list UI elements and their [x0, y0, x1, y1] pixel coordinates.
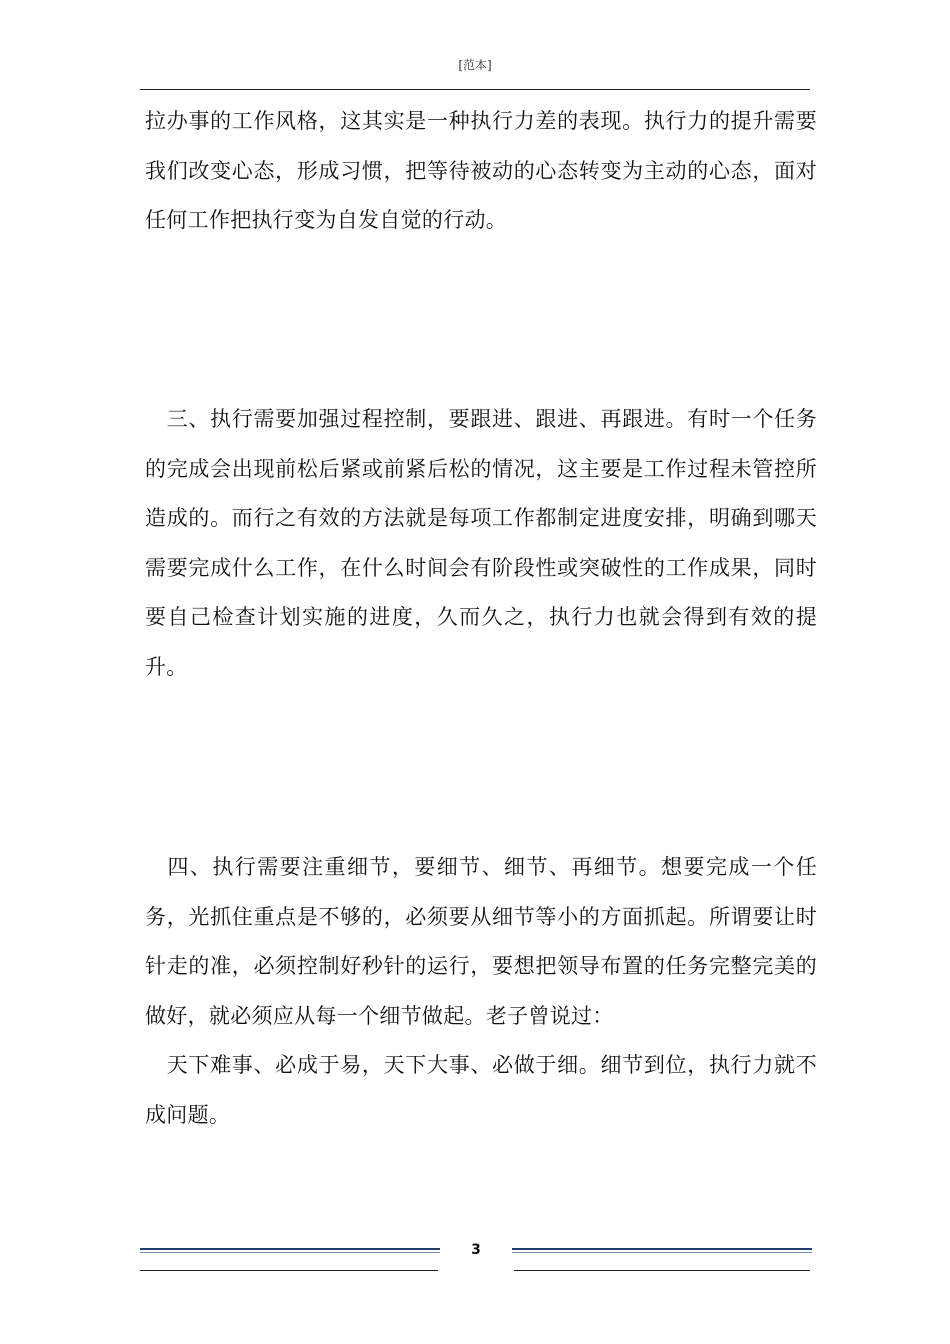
- footer-rule-right: [512, 1248, 812, 1250]
- page-header-label: [范本]: [458, 58, 492, 72]
- footer-bottom-rule-right: [514, 1270, 810, 1271]
- body-paragraph-2: 三、执行需要加强过程控制，要跟进、跟进、再跟进。有时一个任务的完成会出现前松后紧或前紧后松的情况，这主要是工作过程未管控所造成的。而行之有效的方法就是每项工作都制定进度安排，明确到哪天需要完成什么工作，在什么时间会有阶段性或突破性的工作成果，同时要自己检查计划实施的进度，久而久之，执行力也就会得到有效的提升。: [145, 407, 817, 679]
- body-paragraph-4: 天下难事、必成于易，天下大事、必做于细。细节到位，执行力就不成问题。: [145, 1053, 817, 1127]
- body-paragraph-1: 拉办事的工作风格，这其实是一种执行力差的表现。执行力的提升需要我们改变心态，形成习惯，把等待被动的心态转变为主动的心态，面对任何工作把执行变为自发自觉的行动。: [145, 109, 817, 232]
- page-number: 3: [471, 1242, 481, 1258]
- body-paragraph-3: 四、执行需要注重细节，要细节、细节、再细节。想要完成一个任务，光抓住重点是不够的，必须要从细节等小的方面抓起。所谓要让时针走的准，必须控制好秒针的运行，要想把领导布置的任务完整完美的做好，就必须应从每一个细节做起。老子曾说过：: [145, 855, 817, 1028]
- footer-rule-left-thin: [140, 1252, 440, 1253]
- footer-rule-left: [140, 1248, 440, 1250]
- header-divider: [140, 89, 810, 90]
- footer-rule-right-thin: [512, 1252, 812, 1253]
- footer-bottom-rule-left: [140, 1270, 438, 1271]
